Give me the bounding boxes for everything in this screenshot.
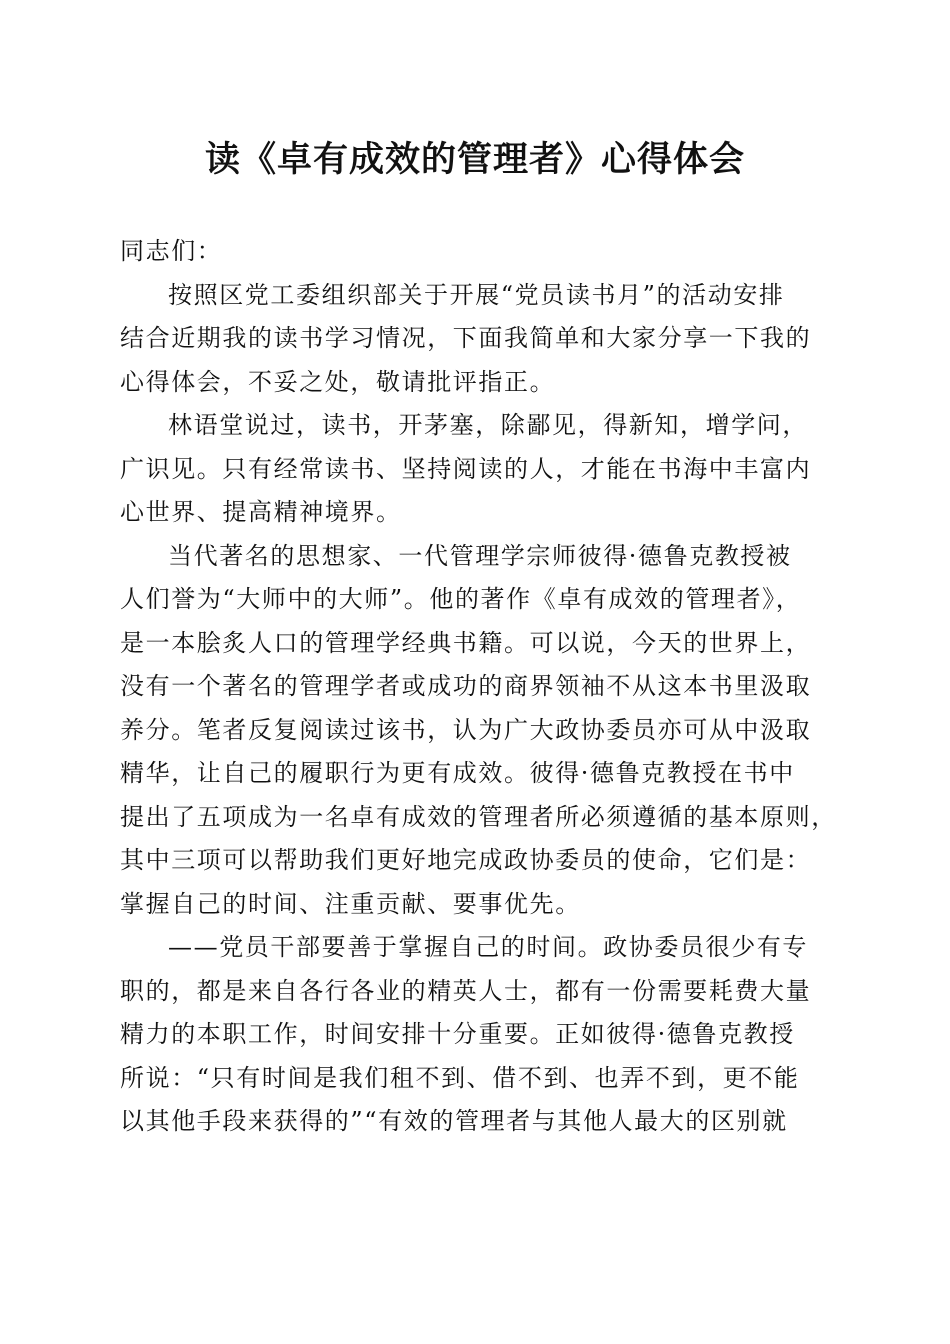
- paragraph-line: 没有一个著名的管理学者或成功的商界领袖不从这本书里汲取: [120, 672, 812, 700]
- paragraph-line: 职的，都是来自各行各业的精英人士，都有一份需要耗费大量: [120, 976, 812, 1005]
- document-title: 读《卓有成效的管理者》心得体会: [204, 139, 745, 180]
- paragraph-line: 当代著名的思想家、一代管理学宗师彼得·德鲁克教授被: [168, 541, 792, 570]
- paragraph-line: 精华，让自己的履职行为更有成效。彼得·德鲁克教授在书中: [120, 759, 795, 787]
- paragraph-line: ——党员干部要善于掌握自己的时间。政协委员很少有专: [168, 933, 808, 961]
- paragraph-line: 掌握自己的时间、注重贡献、要事优先。: [120, 889, 581, 918]
- paragraph-line: 养分。笔者反复阅读过该书，认为广大政协委员亦可从中汲取: [120, 715, 812, 744]
- paragraph-line: 以其他手段来获得的”“有效的管理者与其他人最大的区别就: [120, 1107, 788, 1135]
- paragraph-line: 提出了五项成为一名卓有成效的管理者所必须遵循的基本原则，: [120, 802, 837, 831]
- paragraph-line: 按照区党工委组织部关于开展“党员读书月”的活动安排: [168, 280, 785, 309]
- paragraph-line: 所说：“只有时间是我们租不到、借不到、也弄不到，更不能: [120, 1063, 800, 1092]
- paragraph-2: [120, 404, 832, 535]
- paragraph-4: [120, 926, 832, 1144]
- paragraph-line: 心得体会，不妥之处，敬请批评指正。: [120, 367, 556, 396]
- paragraph-line: 其中三项可以帮助我们更好地完成政协委员的使命，它们是：: [120, 846, 812, 874]
- paragraph-line: 是一本脍炙人口的管理学经典书籍。可以说，今天的世界上，: [120, 628, 812, 657]
- paragraph-line: 结合近期我的读书学习情况，下面我简单和大家分享一下我的: [120, 324, 812, 352]
- paragraph-line: 林语堂说过，读书，开茅塞，除鄙见，得新知，增学问，: [168, 411, 808, 439]
- salutation: 同志们：: [120, 237, 223, 265]
- paragraph-line: 精力的本职工作，时间安排十分重要。正如彼得·德鲁克教授: [120, 1020, 795, 1048]
- document-body: [120, 230, 837, 1144]
- paragraph-line: 广识见。只有经常读书、坚持阅读的人，才能在书海中丰富内: [120, 454, 812, 483]
- paragraph-1: [120, 274, 832, 405]
- paragraph-line: 心世界、提高精神境界。: [120, 498, 402, 526]
- paragraph-3: [120, 535, 837, 927]
- paragraph-line: 人们誉为“大师中的大师”。他的著作《卓有成效的管理者》，: [120, 585, 802, 613]
